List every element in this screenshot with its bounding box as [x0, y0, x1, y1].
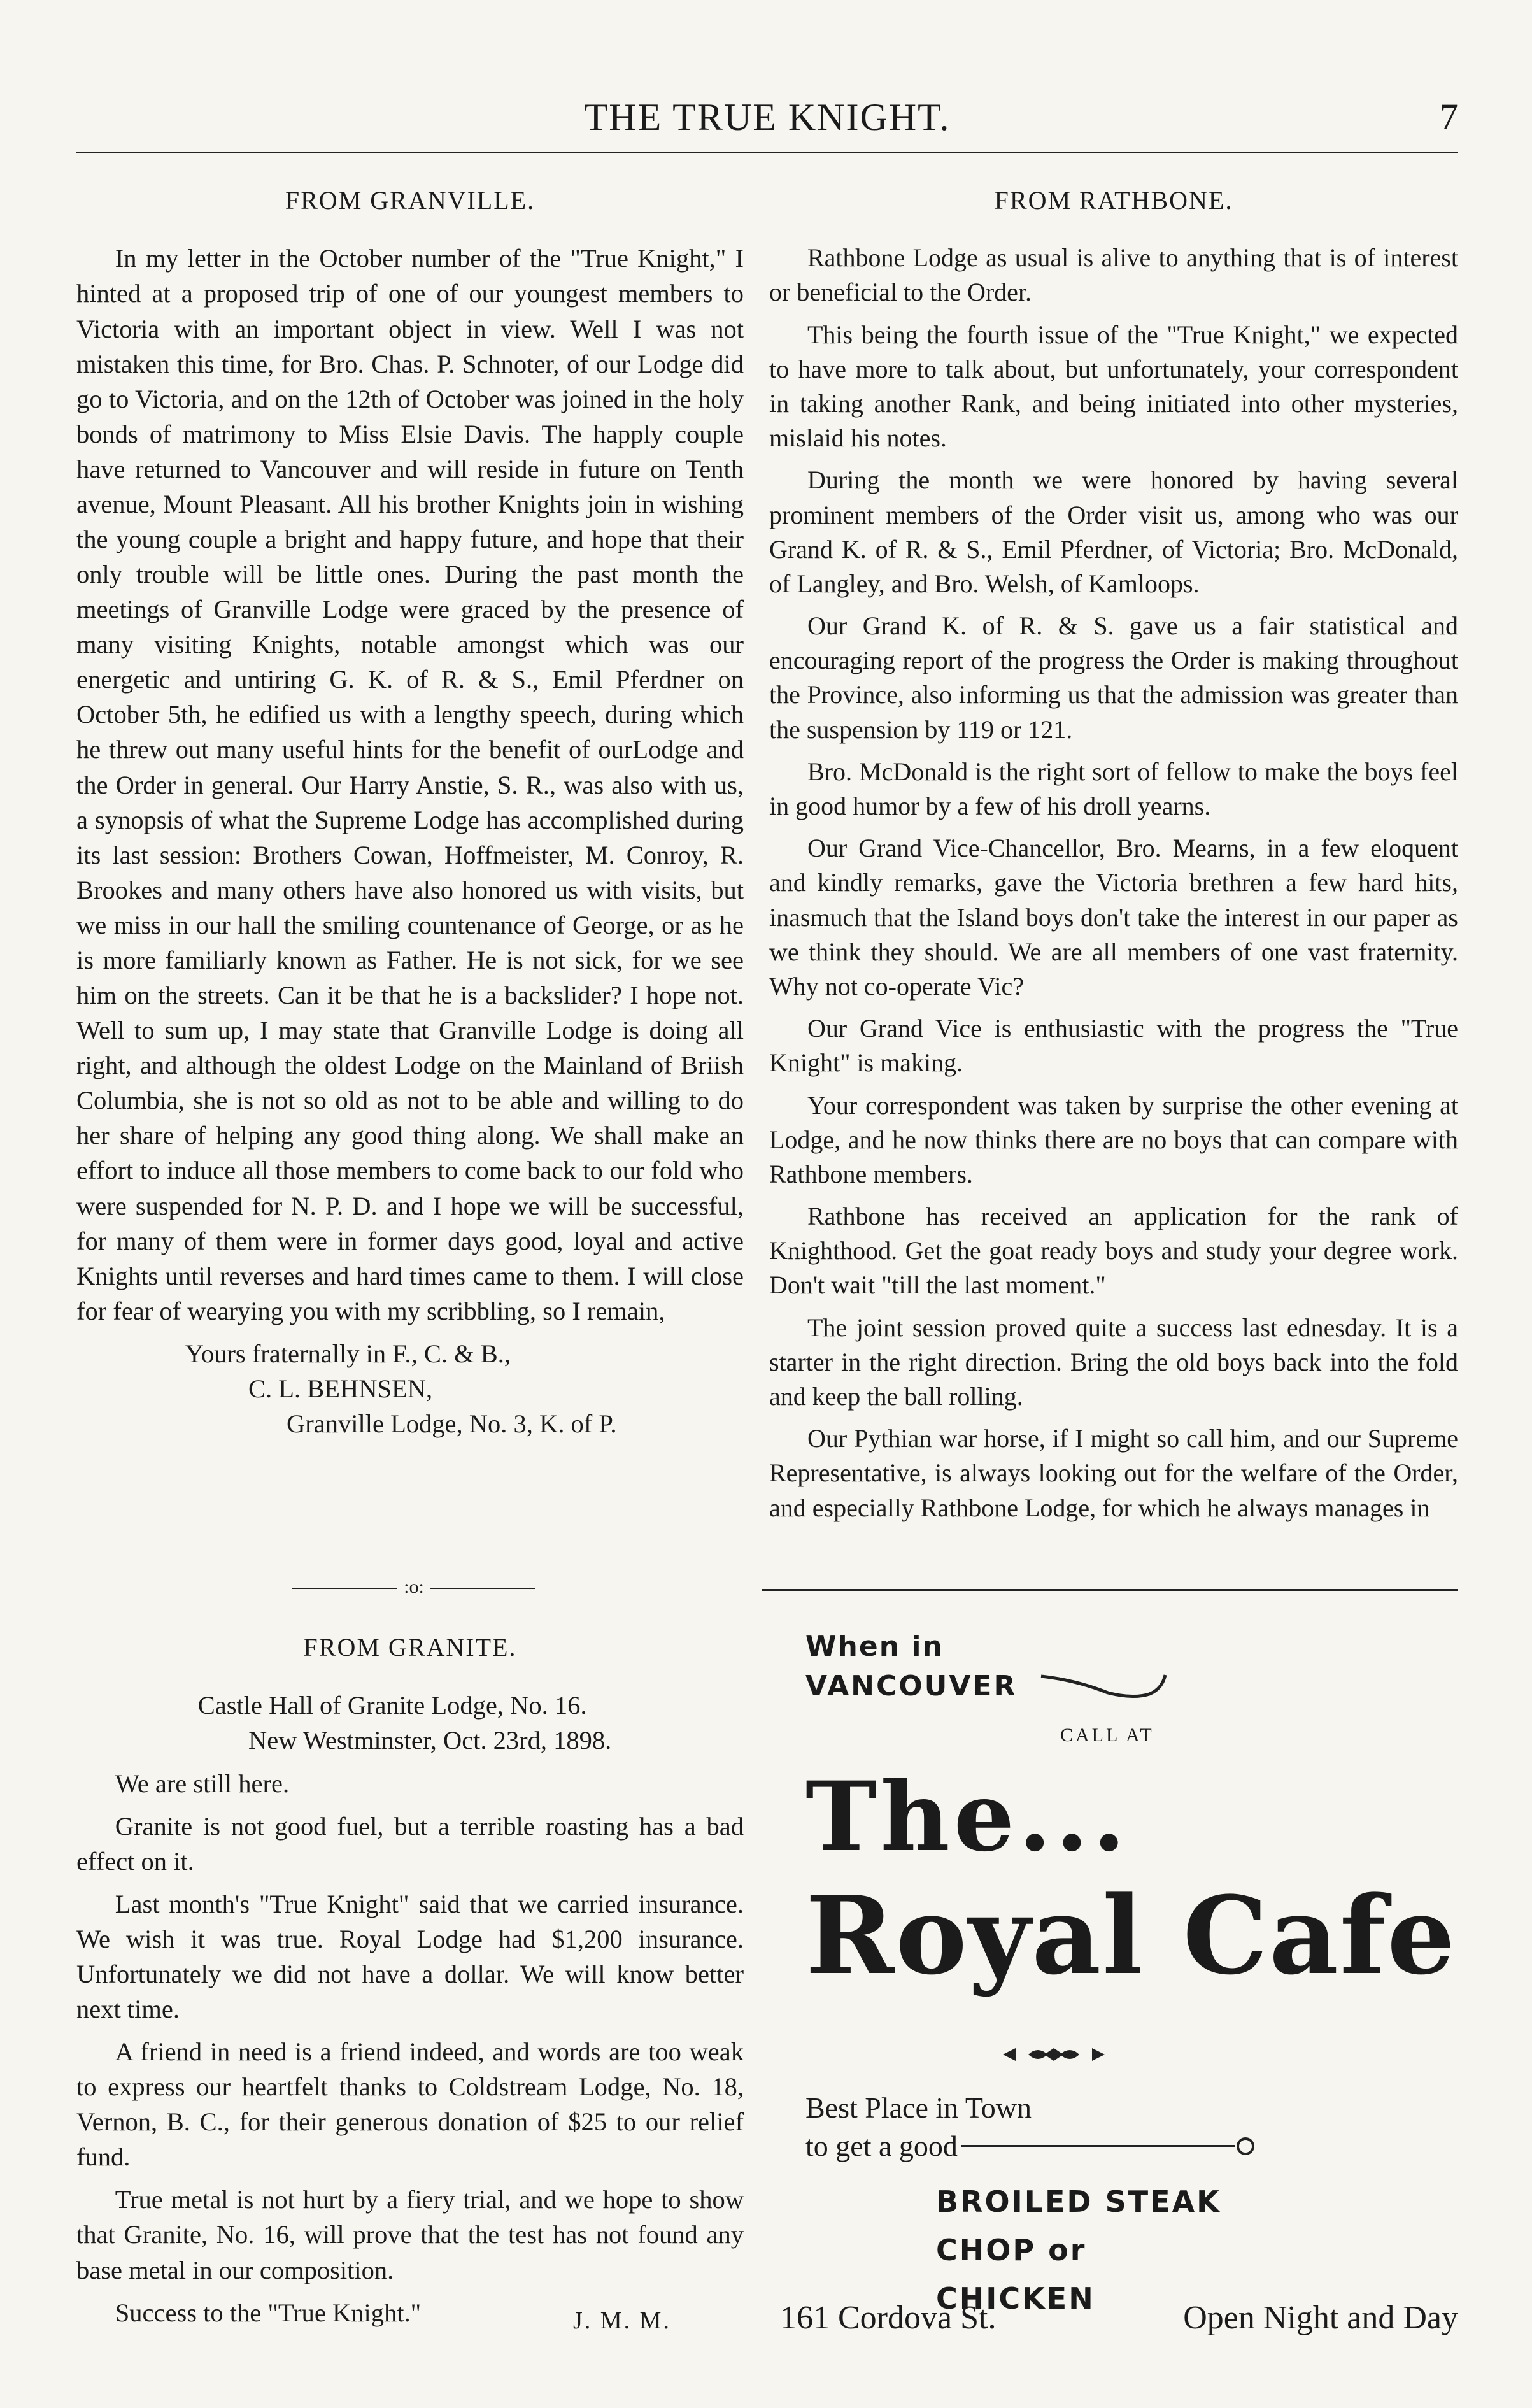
advert-hours: Open Night and Day [1183, 2300, 1458, 2336]
tagline-line2: to get a good [805, 2129, 958, 2162]
menu-item: BROILED STEAK [936, 2184, 1221, 2219]
menu-item: CHICKEN [936, 2281, 1095, 2316]
granite-address-line1: Castle Hall of Granite Lodge, No. 16. [197, 1691, 587, 1720]
rathbone-article [769, 183, 1458, 1533]
granite-address [76, 1688, 744, 1758]
advert-call-at: CALL AT [1060, 1725, 1154, 1746]
granville-heading: FROM GRANVILLE. [285, 186, 535, 215]
advert-city: VANCOUVER [805, 1670, 1018, 1702]
rathbone-paragraph: Our Grand K. of R. & S. gave us a fair statistical and encouraging report of the progress the Order is making throughout the Province, also informing us that the admission was greater than the suspension by 119 or 121. [769, 611, 1458, 744]
granite-address-line2: New Westminster, Oct. 23rd, 1898. [248, 1726, 612, 1755]
granite-paragraph: Last month's "True Knight" said that we carried insurance. We wish it was true. Royal Lodge had $1,200 insurance. Unfortunately we did not have a dollar. We will know better next time. [76, 1889, 744, 2024]
signoff-lodge: Granville Lodge, No. 3, K. of P. [287, 1409, 617, 1438]
advert-the: The... [805, 1761, 1130, 1873]
advert-tagline [805, 2089, 1254, 2165]
swash-icon [1038, 1669, 1172, 1700]
advert-address: 161 Cordova St. [780, 2300, 997, 2336]
advert-cafe-name: Royal Cafe [805, 1872, 1457, 1998]
rathbone-paragraph: Our Pythian war horse, if I might so call him, and our Supreme Representative, is always looking out for the welfare of the Order, and especially Rathbone Lodge, for which he always manages in [769, 1424, 1458, 1522]
granite-heading: FROM GRANITE. [303, 1633, 517, 1662]
granville-paragraph: In my letter in the October number of the "True Knight," I hinted at a proposed trip of one of our youngest members to Victoria with an important object in view. Well I was not mistaken this time, for Bro. Chas. P. Schnoter, of our Lodge did go to Victoria, and on the 12th of October was joined in the holy bonds of matrimony to Miss Elsie Davis. The happly couple have returned to Vancouver and will reside in future on Tenth avenue, Mount Pleasant. All his brother Knights join in wishing the young couple a bright and happy future, and hope that their only trouble will be little ones. During the past month the meetings of Granville Lodge were graced by the presence of many visiting Knights, notable amongst which was our energetic and untiring G. K. of R. & S., Emil Pferdner on October 5th, he edified us with a lengthy speech, during which he threw out many useful hints for the benefit of ourLodge and the Order in general. Our Harry Anstie, S. R., was also with us, a synopsis of what the Supreme Lodge has accomplished during its last session: Brothers Cowan, Hoffmeister, M. Conroy, R. Brookes and many others have also honored us with visits, but we miss in our hall the smiling countenance of George, or as he is more familiarly known as Father. He is not sick, for we see him on the streets. Can it be that he is a backslider? I hope not. Well to sum up, I may state that Granville Lodge is doing all right, and although the oldest Lodge on the Mainland of Briish Columbia, she is not so old as not to be able and willing to do her share of helping any good thing along. We shall make an effort to induce all those members to come back to our fold who were suspended for N. P. D. and I hope we will be successful, for many of them were in former days good, loyal and active Knights until reverses and hard times came to them. I will close for fear of wearying you with my scribbling, so I remain, [76, 244, 744, 1325]
rathbone-paragraph: Rathbone Lodge as usual is alive to anything that is of interest or beneficial to the Order. [769, 243, 1458, 307]
tagline-dash [961, 2145, 1235, 2147]
rathbone-paragraph: Your correspondent was taken by surprise the other evening at Lodge, and he now thinks there are no boys that can compare with Rathbone members. [769, 1090, 1458, 1188]
ornament-icon [1000, 2044, 1108, 2065]
rathbone-paragraph: Our Grand Vice-Chancellor, Bro. Mearns, in a few eloquent and kindly remarks, gave the Victoria brethren a few hard hits, inasmuch that the Island boys don't take the interest in our paper as we think they should. We are all members of one vast fraternity. Why not co-operate Vic? [769, 834, 1458, 1001]
granite-paragraph: True metal is not hurt by a fiery trial, and we hope to show that Granite, No. 16, will prove that the test has not found any base metal in our composition. [76, 2185, 744, 2284]
granville-signoff [76, 1336, 744, 1441]
menu-item: CHOP or [936, 2232, 1087, 2267]
advert-when-in: When in [805, 1630, 944, 1663]
royal-cafe-advert [780, 1630, 1458, 2382]
rathbone-paragraph: Our Grand Vice is enthusiastic with the progress the "True Knight" is making. [769, 1014, 1458, 1078]
granite-paragraph: We are still here. [115, 1769, 290, 1798]
rathbone-paragraph: During the month we were honored by having several prominent members of the Order visit us, among who was our Grand K. of R. & S., Emil Pferdner, of Victoria; Bro. McDonald, of Langley, and Bro. Welsh, of Kamloops. [769, 466, 1458, 598]
granville-article [76, 183, 744, 1449]
rathbone-heading: FROM RATHBONE. [994, 186, 1233, 215]
rathbone-paragraph: The joint session proved quite a success last ednesday. It is a starter in the right direction. Bring the old boys back into the fold and keep the ball rolling. [769, 1313, 1458, 1411]
signoff-closing: Yours fraternally in F., C. & B., [185, 1339, 511, 1368]
signoff-name: C. L. BEHNSEN, [248, 1374, 433, 1403]
granite-paragraph: A friend in need is a friend indeed, and words are too weak to express our heartfelt thanks to Coldstream Lodge, No. 18, Vernon, B. C., for their generous donation of $25 to our relief fund. [76, 2037, 744, 2172]
granite-paragraph: Granite is not good fuel, but a terrible roasting has a bad effect on it. [76, 1811, 744, 1876]
rathbone-paragraph: Bro. McDonald is the right sort of fellow to make the boys feel in good humor by a few of his droll yearns. [769, 757, 1458, 820]
granite-paragraph: Success to the "True Knight." [115, 2298, 422, 2327]
section-divider: :o: [267, 1576, 560, 1598]
advert-rule [762, 1589, 1458, 1591]
page-header [76, 96, 1458, 146]
tagline-line1: Best Place in Town [805, 2091, 1032, 2124]
granite-article [76, 1630, 744, 2338]
rathbone-paragraph: This being the fourth issue of the "True Knight," we expected to have more to talk about, but unfortunately, your correspondent in taking another Rank, and being initiated into other mysteries, mislaid his notes. [769, 320, 1458, 453]
rathbone-paragraph: Rathbone has received an application for the rank of Knighthood. Get the goat ready boys and study your degree work. Don't wait "till the last moment." [769, 1202, 1458, 1300]
granite-initials: J. M. M. [573, 2307, 671, 2334]
page-title: THE TRUE KNIGHT. [584, 96, 951, 138]
header-rule [76, 152, 1458, 153]
page-number: 7 [1440, 96, 1458, 138]
tagline-dot [1237, 2137, 1254, 2155]
tagline-line2-row [805, 2127, 1254, 2165]
